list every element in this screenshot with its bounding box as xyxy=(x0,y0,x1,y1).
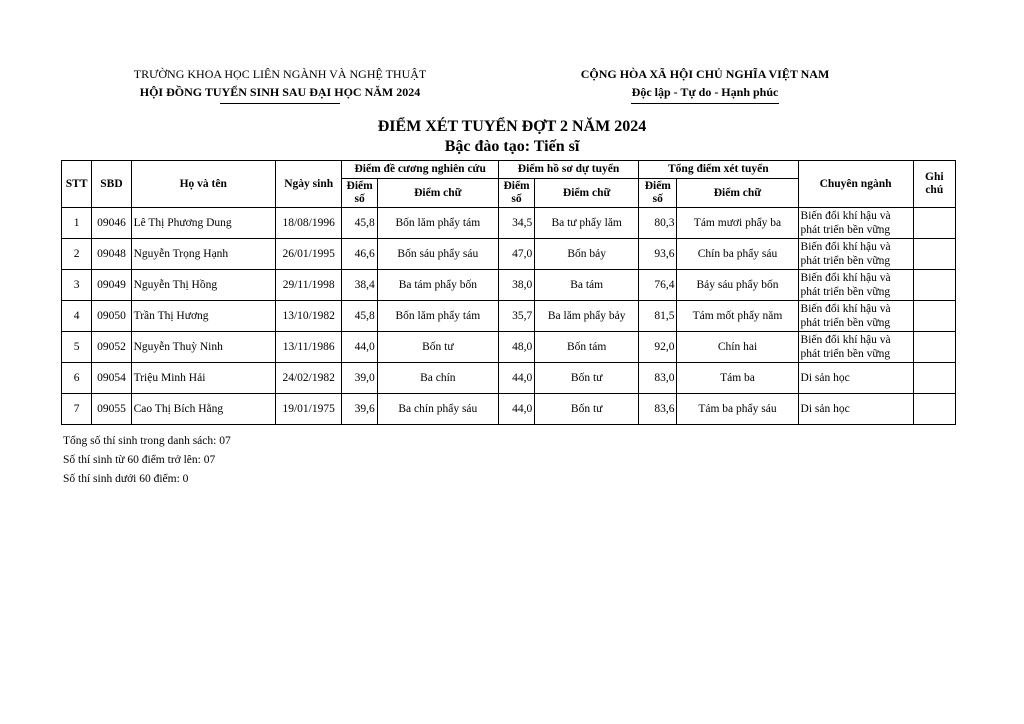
cell-dob: 18/08/1996 xyxy=(275,208,342,239)
cell-proposal-score: 44,0 xyxy=(342,332,377,363)
cell-stt: 7 xyxy=(62,394,92,425)
summary-passing-candidates: Số thí sinh từ 60 điểm trở lên: 07 xyxy=(63,454,216,466)
cell-name: Nguyễn Trọng Hạnh xyxy=(131,239,275,270)
cell-dob: 19/01/1975 xyxy=(275,394,342,425)
cell-name: Lê Thị Phương Dung xyxy=(131,208,275,239)
cell-dob: 29/11/1998 xyxy=(275,270,342,301)
header-research-proposal-score: Điểm đề cương nghiên cứu xyxy=(342,161,498,179)
subheader-score-number: Điểm số xyxy=(639,179,677,208)
institution-header xyxy=(120,65,440,104)
cell-total-score: 80,3 xyxy=(639,208,677,239)
header-application-score: Điểm hồ sơ dự tuyển xyxy=(498,161,638,179)
cell-proposal-words: Bốn sáu phẩy sáu xyxy=(377,239,498,270)
cell-name: Cao Thị Bích Hằng xyxy=(131,394,275,425)
motto-underline xyxy=(631,103,779,104)
cell-note xyxy=(913,239,955,270)
cell-application-score: 35,7 xyxy=(498,301,534,332)
cell-total-score: 83,6 xyxy=(639,394,677,425)
cell-application-words: Bốn tư xyxy=(535,363,639,394)
table-row xyxy=(62,363,956,394)
subheader-score-words: Điểm chữ xyxy=(377,179,498,208)
header-dob: Ngày sinh xyxy=(275,161,342,208)
cell-proposal-words: Ba chín phẩy sáu xyxy=(377,394,498,425)
table-row xyxy=(62,270,956,301)
cell-stt: 5 xyxy=(62,332,92,363)
summary-failing-candidates: Số thí sinh dưới 60 điểm: 0 xyxy=(63,473,189,485)
national-header xyxy=(560,65,850,104)
cell-proposal-words: Ba tám phẩy bốn xyxy=(377,270,498,301)
cell-major: Biến đổi khí hậu và phát triển bền vững xyxy=(798,332,913,363)
cell-application-words: Bốn tám xyxy=(535,332,639,363)
header-name: Họ và tên xyxy=(131,161,275,208)
cell-stt: 6 xyxy=(62,363,92,394)
cell-note xyxy=(913,301,955,332)
cell-stt: 1 xyxy=(62,208,92,239)
cell-total-words: Tám mốt phẩy năm xyxy=(677,301,798,332)
document-title-block xyxy=(0,117,1024,156)
subheader-score-number: Điểm số xyxy=(498,179,534,208)
cell-proposal-words: Bốn lăm phẩy tám xyxy=(377,208,498,239)
cell-sbd: 09055 xyxy=(92,394,131,425)
institution-name: TRƯỜNG KHOA HỌC LIÊN NGÀNH VÀ NGHỆ THUẬT xyxy=(133,67,427,81)
cell-note xyxy=(913,394,955,425)
cell-application-score: 34,5 xyxy=(498,208,534,239)
table-row xyxy=(62,208,956,239)
cell-proposal-score: 39,6 xyxy=(342,394,377,425)
cell-sbd: 09054 xyxy=(92,363,131,394)
cell-application-words: Ba lăm phẩy bảy xyxy=(535,301,639,332)
header-note: Ghi chú xyxy=(913,161,955,208)
cell-major: Di sản học xyxy=(798,394,913,425)
table-row xyxy=(62,239,956,270)
cell-proposal-score: 38,4 xyxy=(342,270,377,301)
cell-total-words: Chín hai xyxy=(677,332,798,363)
country-name: CỘNG HÒA XÃ HỘI CHỦ NGHĨA VIỆT NAM xyxy=(580,67,830,81)
cell-note xyxy=(913,208,955,239)
cell-name: Trần Thị Hương xyxy=(131,301,275,332)
cell-proposal-words: Bốn lăm phẩy tám xyxy=(377,301,498,332)
cell-dob: 26/01/1995 xyxy=(275,239,342,270)
table-row xyxy=(62,301,956,332)
cell-application-words: Bốn tư xyxy=(535,394,639,425)
cell-application-words: Ba tám xyxy=(535,270,639,301)
subheader-score-number: Điểm số xyxy=(342,179,377,208)
cell-dob: 24/02/1982 xyxy=(275,363,342,394)
cell-proposal-score: 46,6 xyxy=(342,239,377,270)
cell-stt: 3 xyxy=(62,270,92,301)
cell-dob: 13/10/1982 xyxy=(275,301,342,332)
cell-total-words: Tám ba phẩy sáu xyxy=(677,394,798,425)
summary-total-candidates: Tổng số thí sinh trong danh sách: 07 xyxy=(63,435,231,447)
cell-application-score: 44,0 xyxy=(498,394,534,425)
cell-name: Nguyễn Thuỳ Ninh xyxy=(131,332,275,363)
cell-total-words: Chín ba phẩy sáu xyxy=(677,239,798,270)
results-table xyxy=(61,160,956,425)
cell-proposal-score: 39,0 xyxy=(342,363,377,394)
cell-application-score: 47,0 xyxy=(498,239,534,270)
cell-sbd: 09048 xyxy=(92,239,131,270)
institution-underline xyxy=(220,103,340,104)
table-row xyxy=(62,394,956,425)
council-name: HỘI ĐỒNG TUYỂN SINH SAU ĐẠI HỌC NĂM 2024 xyxy=(139,85,421,99)
cell-proposal-score: 45,8 xyxy=(342,301,377,332)
document-subtitle: Bậc đào tạo: Tiến sĩ xyxy=(444,138,580,155)
cell-note xyxy=(913,270,955,301)
table-row xyxy=(62,332,956,363)
cell-major: Biến đổi khí hậu và phát triển bền vững xyxy=(798,270,913,301)
summary-section xyxy=(63,432,231,489)
header-stt: STT xyxy=(62,161,92,208)
document-title: ĐIỂM XÉT TUYỂN ĐỢT 2 NĂM 2024 xyxy=(377,118,647,135)
cell-sbd: 09046 xyxy=(92,208,131,239)
header-major: Chuyên ngành xyxy=(798,161,913,208)
cell-major: Di sản học xyxy=(798,363,913,394)
cell-note xyxy=(913,332,955,363)
cell-total-words: Tám ba xyxy=(677,363,798,394)
cell-major: Biến đổi khí hậu và phát triển bền vững xyxy=(798,301,913,332)
table-header-row xyxy=(62,161,956,179)
header-total-score: Tổng điểm xét tuyển xyxy=(639,161,798,179)
subheader-score-words: Điểm chữ xyxy=(677,179,798,208)
cell-proposal-words: Ba chín xyxy=(377,363,498,394)
cell-application-score: 38,0 xyxy=(498,270,534,301)
cell-name: Triệu Minh Hải xyxy=(131,363,275,394)
cell-total-score: 83,0 xyxy=(639,363,677,394)
cell-name: Nguyễn Thị Hồng xyxy=(131,270,275,301)
cell-application-score: 48,0 xyxy=(498,332,534,363)
cell-stt: 2 xyxy=(62,239,92,270)
cell-total-score: 81,5 xyxy=(639,301,677,332)
cell-major: Biến đổi khí hậu và phát triển bền vững xyxy=(798,208,913,239)
cell-dob: 13/11/1986 xyxy=(275,332,342,363)
cell-application-words: Ba tư phẩy lăm xyxy=(535,208,639,239)
cell-proposal-words: Bốn tư xyxy=(377,332,498,363)
cell-total-words: Bảy sáu phẩy bốn xyxy=(677,270,798,301)
national-motto: Độc lập - Tự do - Hạnh phúc xyxy=(631,85,779,99)
cell-note xyxy=(913,363,955,394)
cell-sbd: 09049 xyxy=(92,270,131,301)
cell-total-score: 92,0 xyxy=(639,332,677,363)
cell-sbd: 09052 xyxy=(92,332,131,363)
cell-application-score: 44,0 xyxy=(498,363,534,394)
header-sbd: SBD xyxy=(92,161,131,208)
cell-application-words: Bốn bảy xyxy=(535,239,639,270)
cell-sbd: 09050 xyxy=(92,301,131,332)
cell-total-score: 76,4 xyxy=(639,270,677,301)
cell-proposal-score: 45,8 xyxy=(342,208,377,239)
cell-total-words: Tám mươi phẩy ba xyxy=(677,208,798,239)
cell-stt: 4 xyxy=(62,301,92,332)
cell-major: Biến đổi khí hậu và phát triển bền vững xyxy=(798,239,913,270)
cell-total-score: 93,6 xyxy=(639,239,677,270)
subheader-score-words: Điểm chữ xyxy=(535,179,639,208)
